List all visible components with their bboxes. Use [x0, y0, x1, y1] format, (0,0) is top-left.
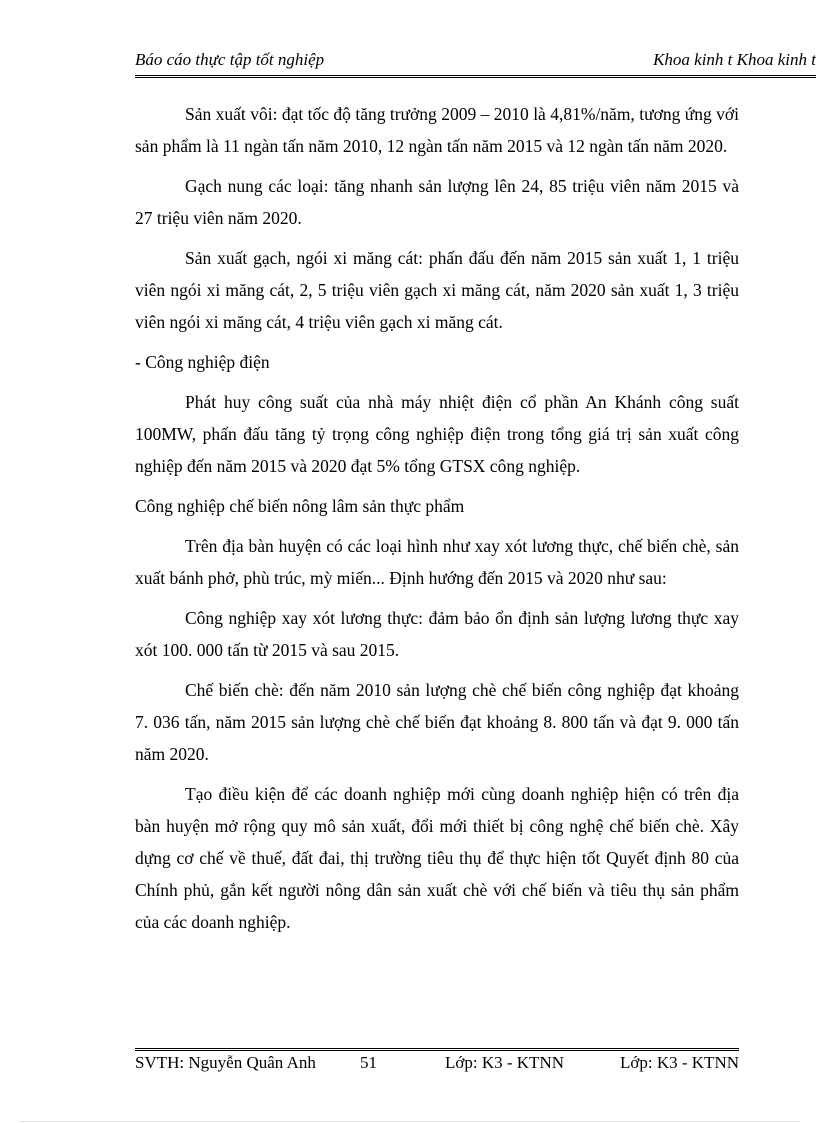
- paragraph-grain-milling: Công nghiệp xay xót lương thực: đảm bảo ổn định sản lượng lương thực xay xót 100. 000 tấn từ 2015 và sau 2015.: [135, 608, 739, 660]
- header-faculty: Khoa kinh t Khoa kinh t: [653, 50, 816, 69]
- paragraph-fired-bricks: Gạch nung các loại: tăng nhanh sản lượng lên 24, 85 triệu viên năm 2015 và 27 triệu viên năm 2020.: [135, 176, 739, 228]
- document-body: [135, 98, 739, 946]
- paragraph-processing-types: Trên địa bàn huyện có các loại hình như xay xót lương thực, chế biến chè, sản xuất bánh phở, phù trúc, mỳ miến... Định hướng đến 2015 và 2020 như sau:: [135, 536, 739, 588]
- paragraph-tea-processing: Chế biến chè: đến năm 2010 sản lượng chè chế biến công nghiệp đạt khoảng 7. 036 tấn, năm 2015 sản lượng chè chế biến đạt khoảng 8. 800 tấn và đạt 9. 000 tấn năm 2020.: [135, 680, 739, 764]
- paragraph-lime-production: Sản xuất vôi: đạt tốc độ tăng trưởng 2009 – 2010 là 4,81%/năm, tương ứng với sản phẩm là 11 ngàn tấn năm 2010, 12 ngàn tấn năm 2015 và 12 ngàn tấn năm 2020.: [135, 104, 739, 156]
- page-header: [135, 50, 816, 76]
- page-footer: [135, 1053, 739, 1079]
- paragraph-power-plant: Phát huy công suất của nhà máy nhiệt điện cổ phần An Khánh công suất 100MW, phấn đấu tăng tỷ trọng công nghiệp điện trong tổng giá trị sản xuất công nghiệp đến năm 2015 và 2020 đạt 5% tổng GTSX công nghiệp.: [135, 392, 739, 476]
- header-report-title: Báo cáo thực tập tốt nghiệp: [135, 50, 325, 69]
- section-heading-electric-industry: - Công nghiệp điện: [135, 352, 270, 372]
- footer-class-1: Lớp: K3 - KTNN: [445, 1053, 564, 1072]
- footer-divider: [135, 1048, 739, 1051]
- footer-class-2: Lớp: K3 - KTNN: [620, 1053, 739, 1072]
- paragraph-cement-tiles: Sản xuất gạch, ngói xi măng cát: phấn đấu đến năm 2015 sản xuất 1, 1 triệu viên ngói xi măng cát, 2, 5 triệu viên gạch xi măng cát, năm 2020 sản xuất 1, 3 triệu viên ngói xi măng cát, 4 triệu viên gạch xi măng cát.: [135, 248, 739, 332]
- page-number: 51: [360, 1053, 377, 1072]
- paragraph-enterprise-support: Tạo điều kiện để các doanh nghiệp mới cùng doanh nghiệp hiện có trên địa bàn huyện mở rộng quy mô sản xuất, đổi mới thiết bị công nghệ chế biến chè. Xây dựng cơ chế về thuế, đất đai, thị trường tiêu thụ để thực hiện tốt Quyết định 80 của Chính phủ, gắn kết người nông dân sản xuất chè với chế biến và tiêu thụ sản phẩm của các doanh nghiệp.: [135, 784, 739, 932]
- header-divider: [135, 75, 816, 78]
- section-heading-food-processing: Công nghiệp chế biến nông lâm sản thực phẩm: [135, 496, 465, 516]
- page-bottom-edge: [20, 1121, 800, 1122]
- footer-author: SVTH: Nguyễn Quân Anh: [135, 1053, 316, 1072]
